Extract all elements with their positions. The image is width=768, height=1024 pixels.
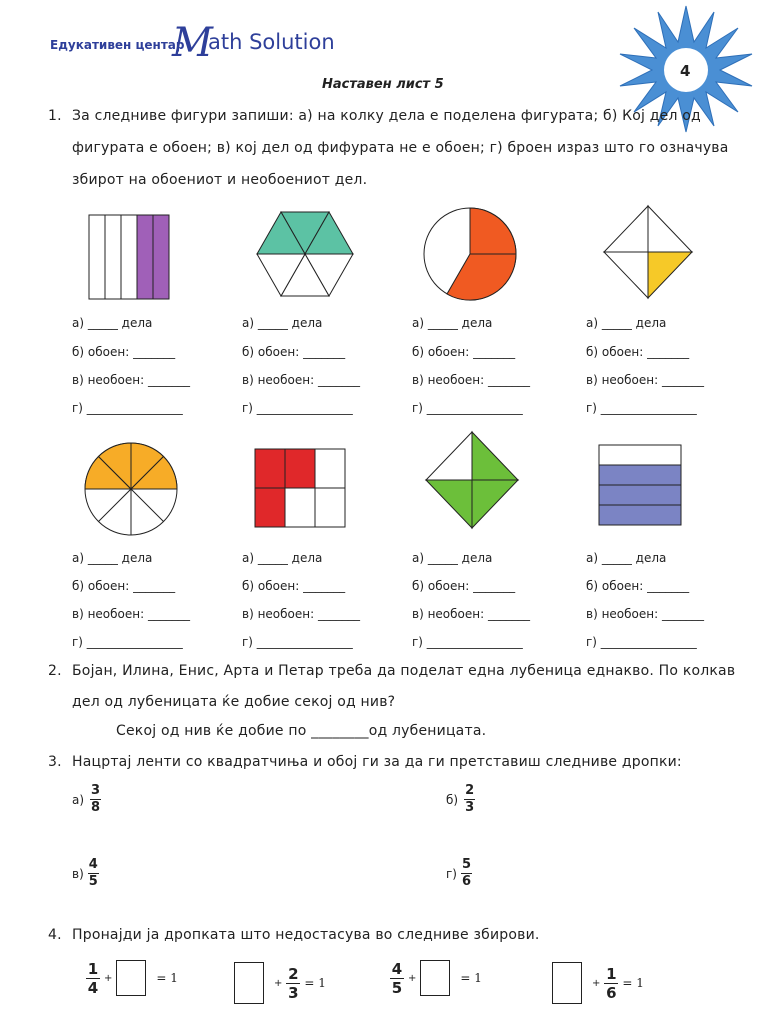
q4-line1: Пронајди ја дропката што недостасува во следниве збирови. [72, 927, 540, 943]
equals-one: = 1 [156, 971, 178, 985]
answer-d: г) ________________ [72, 401, 183, 415]
figure-hexagon-teal [252, 208, 358, 300]
figure-diamond-yellow [602, 204, 696, 302]
answer-box[interactable] [116, 960, 146, 996]
answer-d: г) ________________ [72, 635, 183, 649]
logo-text: ath Solution [208, 30, 335, 54]
q4-number: 4. [48, 927, 62, 943]
answer-c: в) необоен: _______ [586, 607, 704, 621]
answer-a: а) _____ дела [412, 316, 493, 330]
fraction: $\frac{4}{5}$ [88, 857, 98, 889]
answer-b: б) обоен: _______ [412, 579, 516, 593]
answer-d: г) ________________ [412, 635, 523, 649]
equals-one: = 1 [460, 971, 482, 985]
fraction-item [446, 784, 475, 815]
fraction-item [446, 858, 472, 889]
answer-a: а) _____ дела [242, 316, 323, 330]
sum-item [234, 962, 326, 1004]
answer-b: б) обоен: _______ [586, 579, 690, 593]
answer-c: в) необоен: _______ [412, 607, 530, 621]
sum-item [86, 960, 178, 996]
answer-d: г) ________________ [586, 635, 697, 649]
center-label: Едукативен центар [50, 38, 185, 52]
fraction: $\frac{2}{3}$ [465, 783, 475, 815]
figure-diamond-green [424, 430, 520, 530]
fraction: $\frac{3}{8}$ [91, 783, 101, 815]
fraction: $\frac{2}{3}$ [288, 964, 299, 1002]
fraction-item [72, 784, 101, 815]
figure-bars-blue [598, 444, 684, 530]
badge-number: 4 [680, 62, 691, 80]
answer-a: а) _____ дела [586, 551, 667, 565]
figure-circle-orange [422, 206, 524, 302]
q2-line2: дел од лубеницата ќе добие секој од нив? [72, 694, 396, 710]
figure-grid-red [254, 448, 348, 530]
answer-c: в) необоен: _______ [242, 373, 360, 387]
answer-a: а) _____ дела [586, 316, 667, 330]
answer-box[interactable] [234, 962, 264, 1004]
figure-strips-purple [88, 214, 174, 302]
answer-a: а) _____ дела [72, 316, 153, 330]
q3-line1: Нацртај ленти со квадратчиња и обој ги за да ги претставиш следниве дропки: [72, 754, 682, 770]
q2-line3: Секој од нив ќе добие по ________од лубеницата. [116, 723, 487, 739]
q1-line1: За следниве фигури запиши: а) на колку дела е поделена фигурата; б) Кој дел од [72, 108, 701, 124]
answer-c: в) необоен: _______ [586, 373, 704, 387]
answer-b: б) обоен: _______ [72, 579, 176, 593]
fraction-label: б) [446, 792, 459, 807]
answer-box[interactable] [420, 960, 450, 996]
answer-a: а) _____ дела [72, 551, 153, 565]
answer-b: б) обоен: _______ [586, 345, 690, 359]
answer-a: а) _____ дела [412, 551, 493, 565]
q1-line3: збирот на обоениот и необоениот дел. [72, 172, 368, 188]
equals-one: = 1 [622, 976, 644, 990]
answer-b: б) обоен: _______ [72, 345, 176, 359]
answer-c: в) необоен: _______ [412, 373, 530, 387]
page-title: Наставен лист 5 [322, 77, 444, 92]
fraction: $\frac{5}{6}$ [461, 857, 472, 889]
q2-line1: Бојан, Илина, Енис, Арта и Петар треба да поделат една лубеница еднакво. По колкав [72, 663, 736, 679]
answer-d: г) ________________ [242, 635, 353, 649]
fraction-label: а) [72, 792, 85, 807]
answer-d: г) ________________ [412, 401, 523, 415]
plus-sign: + [408, 972, 417, 984]
equals-one: = 1 [304, 976, 326, 990]
answer-c: в) необоен: _______ [242, 607, 360, 621]
sum-item [552, 962, 644, 1004]
fraction: $\frac{1}{4}$ [87, 959, 99, 997]
fraction: $\frac{4}{5}$ [391, 959, 403, 997]
plus-sign: + [104, 972, 113, 984]
fraction-label: в) [72, 866, 84, 881]
q3-number: 3. [48, 754, 62, 770]
fraction-label: г) [446, 866, 457, 881]
answer-d: г) ________________ [586, 401, 697, 415]
answer-c: в) необоен: _______ [72, 373, 190, 387]
sum-item [390, 960, 482, 996]
plus-sign: + [592, 977, 601, 989]
fraction: $\frac{1}{6}$ [606, 964, 617, 1002]
answer-b: б) обоен: _______ [412, 345, 516, 359]
answer-box[interactable] [552, 962, 582, 1004]
q2-number: 2. [48, 663, 62, 679]
fraction-item [72, 858, 99, 889]
q1-line2: фигурата е обоен; в) кој дел од фифурата не е обоен; г) броен израз што го означува [72, 140, 729, 156]
q1-number: 1. [48, 108, 62, 124]
answer-a: а) _____ дела [242, 551, 323, 565]
answer-c: в) необоен: _______ [72, 607, 190, 621]
plus-sign: + [274, 977, 283, 989]
answer-b: б) обоен: _______ [242, 345, 346, 359]
logo-letter: M [172, 20, 213, 66]
answer-b: б) обоен: _______ [242, 579, 346, 593]
figure-circle-eighths [82, 440, 182, 538]
answer-d: г) ________________ [242, 401, 353, 415]
